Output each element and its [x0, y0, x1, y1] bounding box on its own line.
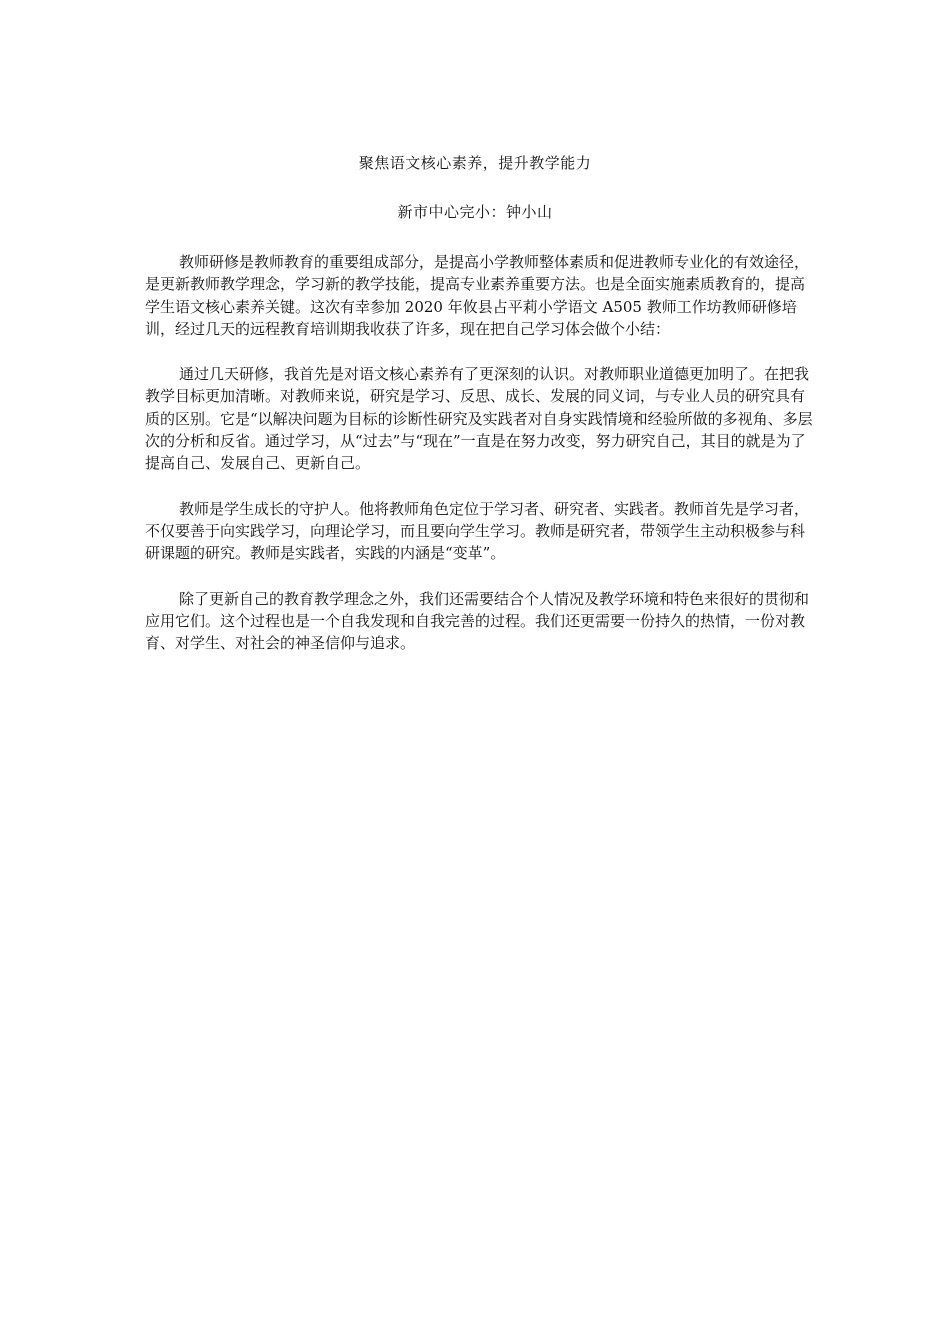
document-author: 新市中心完小：钟小山	[397, 203, 553, 221]
paragraph-4: 除了更新自己的教育教学理念之外，我们还需要结合个人情况及教学环境和特色来很好的贯彻和应用它们。这个过程也是一个自我发现和自我完善的过程。我们还更需要一份持久的热情，一份对教育、对学生、对社会的神圣信仰与追求。	[145, 589, 810, 653]
paragraph-1: 教师研修是教师教育的重要组成部分，是提高小学教师整体素质和促进教师专业化的有效途径，是更新教师教学理念，学习新的教学技能，提高专业素养重要方法。也是全面实施素质教育的，提高学生语文核心素养关键。这次有幸参加 2020 年攸县占平莉小学语文 A505 教师工作坊教师研修培训，经过几天的远程教育培训期我收获了许多，现在把自己学习体会做个小结：	[145, 253, 810, 338]
paragraph-3: 教师是学生成长的守护人。他将教师角色定位于学习者、研究者、实践者。教师首先是学习者，不仅要善于向实践学习，向理论学习，而且要向学生学习。教师是研究者，带领学生主动积极参与科研课题的研究。教师是实践者，实践的内涵是“变革”。	[145, 499, 810, 563]
document-body	[145, 251, 817, 677]
paragraph-2: 通过几天研修，我首先是对语文核心素养有了更深刻的认识。对教师职业道德更加明了。在把我教学目标更加清晰。对教师来说，研究是学习、反思、成长、发展的同义词，与专业人员的研究具有质的区别。它是“以解决问题为目标的诊断性研究及实践者对自身实践情境和经验所做的多视角、多层次的分析和反省。通过学习，从“过去”与“现在”一直是在努力改变，努力研究自己，其目的就是为了提高自己、发展自己、更新自己。	[145, 365, 813, 473]
document-title: 聚焦语文核心素养，提升教学能力	[358, 154, 592, 172]
